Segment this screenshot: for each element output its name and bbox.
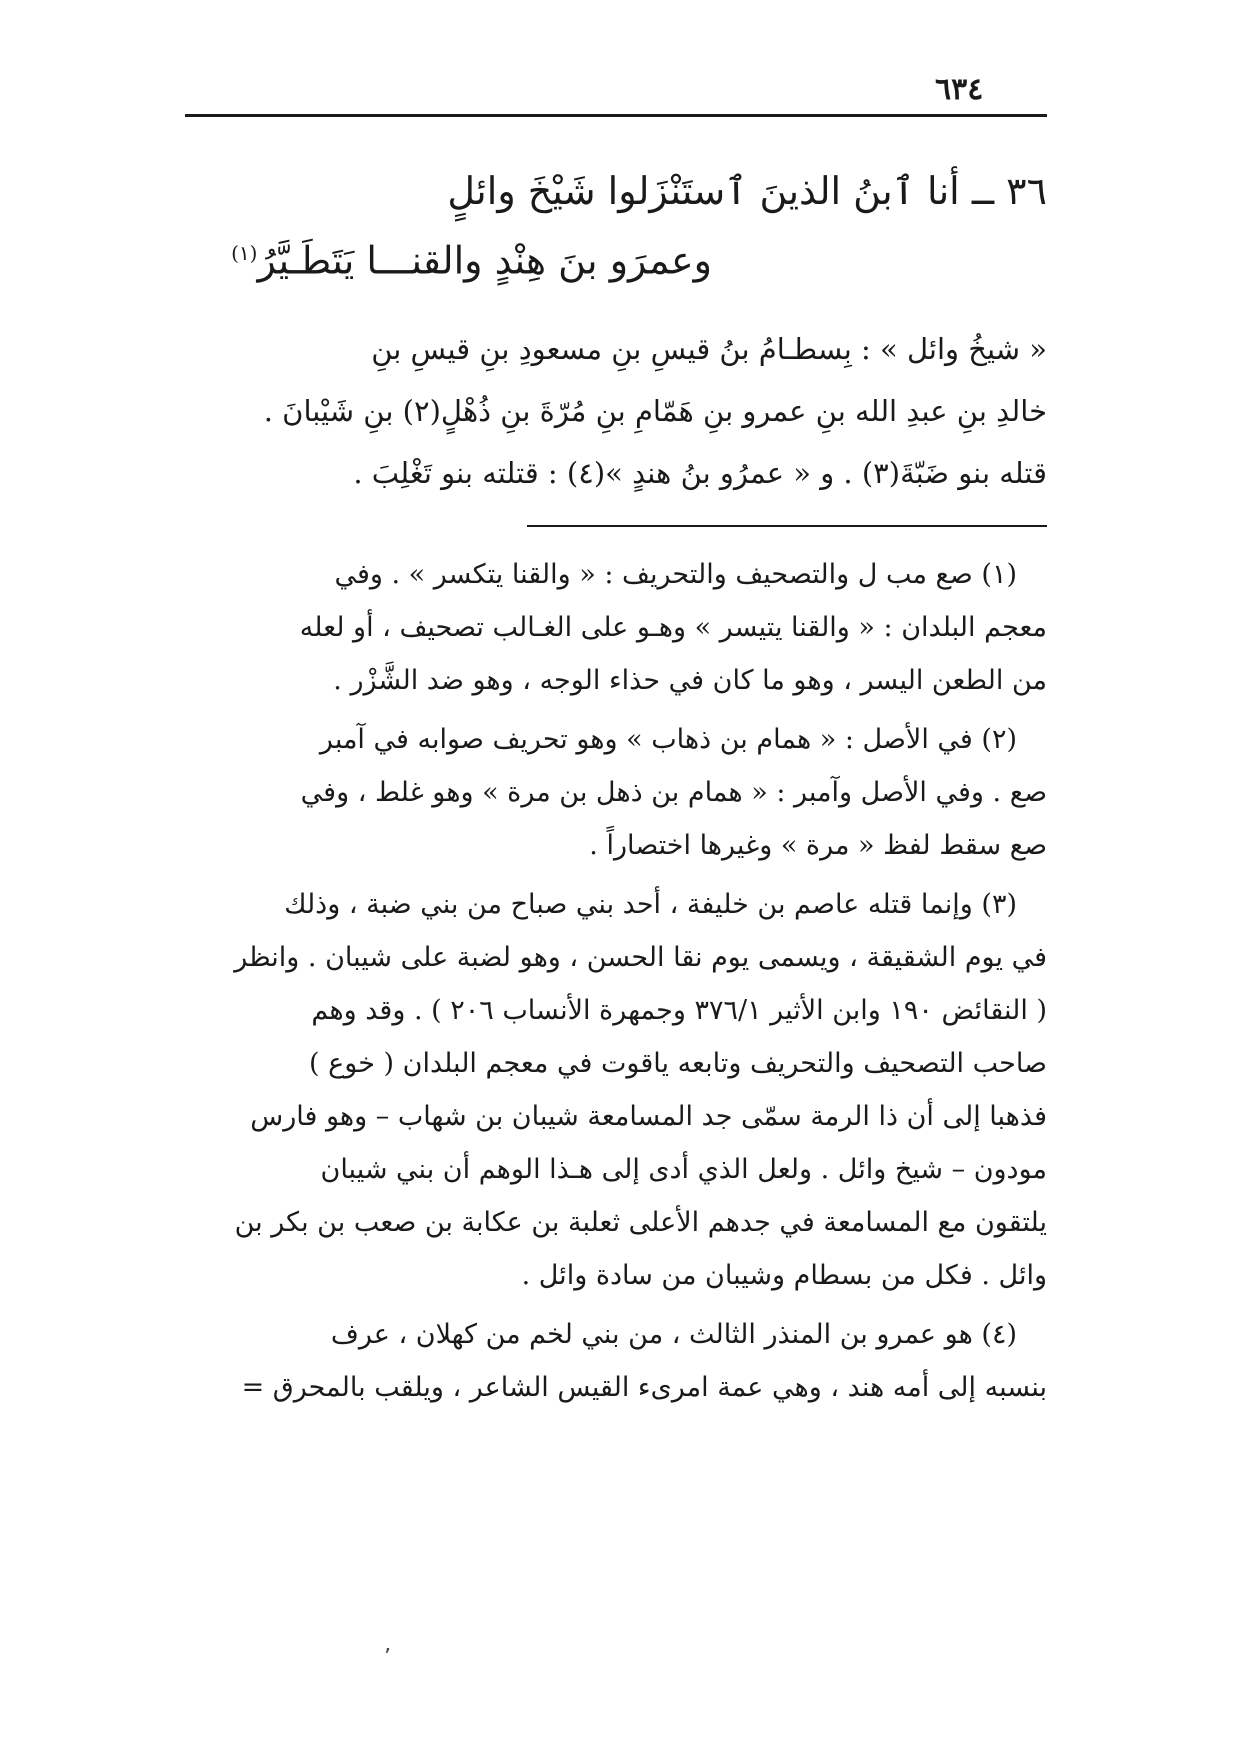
header-rule <box>185 114 1047 117</box>
footnote-line: صع . وفي الأصل وآمبر : « همام بن ذهل بن مرة » وهو غلط ، وفي <box>300 777 1047 808</box>
footnote-line: فذهبا إلى أن ذا الرمة سمّى جد المسامعة شيبان بن شهاب – وهو فارس <box>250 1101 1047 1132</box>
explanation-line: خالدِ بنِ عبدِ الله بنِ عمرو بنِ هَمّامِ بنِ مُرّةَ بنِ ذُهْلٍ(٢) بنِ شَيْبانَ . <box>263 394 1047 428</box>
footnote-line: (٢) في الأصل : « همام بن ذهاب » وهو تحريف صوابه في آمبر <box>319 724 1017 755</box>
page-number: ٦٣٤ <box>935 72 984 107</box>
footnotes <box>185 548 1047 1420</box>
footnote-line: معجم البلدان : « والقنا يتيسر » وهـو على الغـالب تصحيف ، أو لعله <box>299 612 1047 643</box>
verse-first-hemistich: ٣٦ ــ أنا ٱبنُ الذينَ ٱستَنْزَلوا شَيْخَ وائلٍ <box>447 169 1047 213</box>
footnote-line: صاحب التصحيف والتحريف وتابعه ياقوت في معجم البلدان ( خوع ) <box>309 1048 1047 1079</box>
footnote-line: مودون – شيخ وائل . ولعل الذي أدى إلى هـذا الوهم أن بني شيبان <box>320 1154 1047 1185</box>
verse-second-hemistich <box>185 222 1047 292</box>
footnote-line: من الطعن اليسر ، وهو ما كان في حذاء الوجه ، وهو ضد الشَّزْر . <box>333 665 1047 696</box>
footnote-line: بنسبه إلى أمه هند ، وهي عمة امرىء القيس الشاعر ، ويلقب بالمحرق = <box>241 1372 1047 1403</box>
footnote-line: ( النقائض ١٩٠ وابن الأثير ٣٧٦/١ وجمهرة الأنساب ٢٠٦ ) . وقد وهم <box>311 995 1047 1026</box>
footnote-line: في يوم الشقيقة ، ويسمى يوم نقا الحسن ، وهو لضبة على شيبان . وانظر <box>234 942 1047 973</box>
footnote-line: وائل . فكل من بسطام وشيبان من سادة وائل . <box>521 1260 1047 1291</box>
footnote-separator <box>527 525 1047 527</box>
footnote-line: (٤) هو عمرو بن المنذر الثالث ، من بني لخم من كهلان ، عرف <box>330 1319 1017 1350</box>
explanation-line: « شيخُ وائل » : بِسطـامُ بنُ قيسِ بنِ مسعودِ بنِ قيسِ بنِ <box>371 332 1047 366</box>
verse-explanation <box>185 318 1047 504</box>
verse-second-text: وعمرَو بنَ هِنْدٍ والقنـــا يَتَطَـيَّرُ <box>257 238 712 283</box>
footnote-line: صع سقط لفظ « مرة » وغيرها اختصاراً . <box>589 830 1047 861</box>
footnote-line: (١) صع مب ل والتصحيف والتحريف : « والقنا يتكسر » . وفي <box>334 559 1017 590</box>
footnote-line: يلتقون مع المسامعة في جدهم الأعلى ثعلبة بن عكابة بن صعب بن بكر بن <box>234 1207 1047 1238</box>
footnote-1 <box>185 548 1047 707</box>
verse-block <box>185 160 1047 292</box>
verse-footnote-marker: (١) <box>231 241 258 265</box>
footnote-4 <box>185 1308 1047 1414</box>
footnote-3 <box>185 878 1047 1302</box>
explanation-line: قتله بنو ضَبّةَ(٣) . و « عمرُو بنُ هندٍ »(٤) : قتلته بنو تَغْلِبَ . <box>353 456 1047 490</box>
footnote-2 <box>185 713 1047 872</box>
footnote-line: (٣) وإنما قتله عاصم بن خليفة ، أحد بني صباح من بني ضبة ، وذلك <box>284 889 1017 920</box>
stray-ink-mark: ٬ <box>384 1645 391 1670</box>
